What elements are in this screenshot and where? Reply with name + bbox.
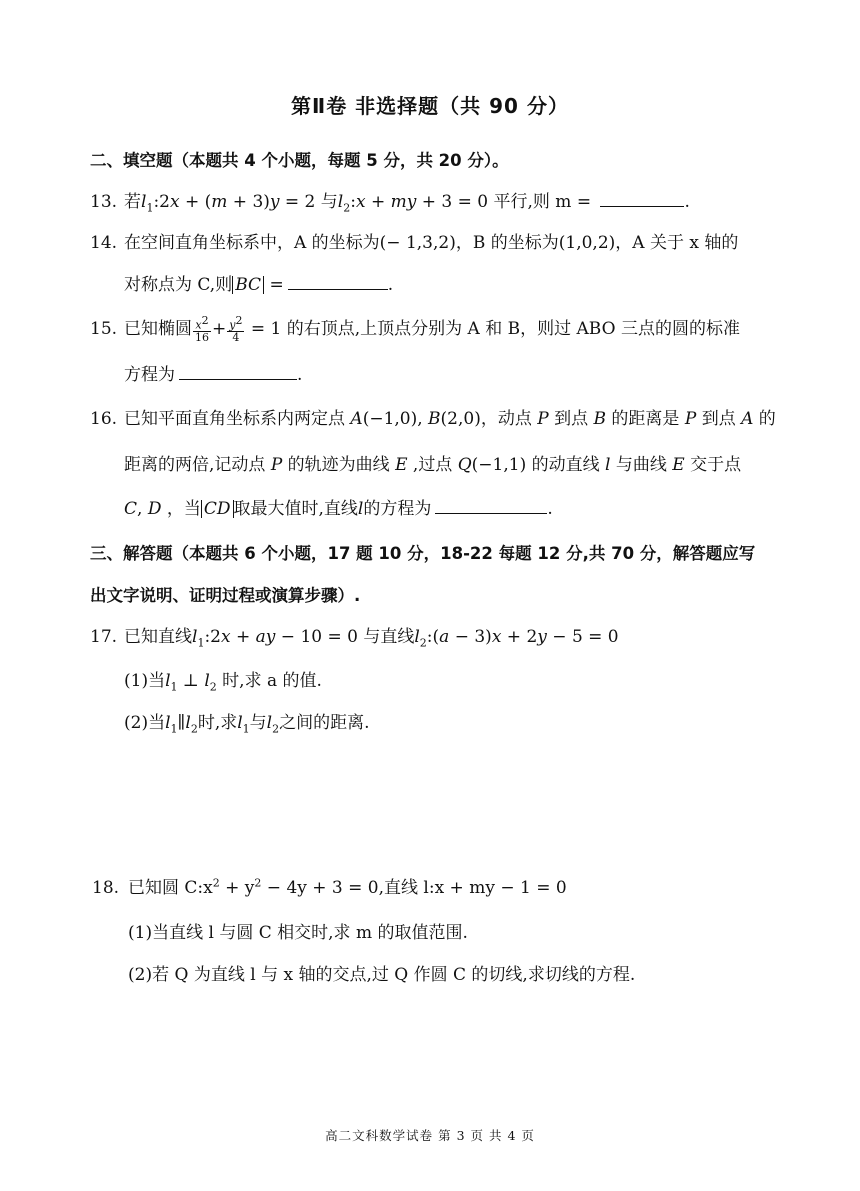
section-answer-heading-line2: 出文字说明、证明过程或演算步骤）. <box>90 586 361 605</box>
question-number: 13. <box>90 192 118 212</box>
page-footer: 高二文科数学试卷 第 3 页 共 4 页 <box>325 1128 535 1143</box>
question-14: 14. 在空间直角坐标系中，A 的坐标为(− 1,3,2)，B 的坐标为(1,0,2)，A 关于 x 轴的 <box>90 233 739 253</box>
question-16-line2: 距离的两倍,记动点 P 的轨迹为曲线 E ,过点 Q(−1,1) 的动直线 l 与曲线 E 交于点 <box>124 455 742 475</box>
question-15: 15. 已知椭圆 $\frac{x^2}{16}$ + $\frac{y^2}{4}$ = 1 的右顶点,上顶点分别为 A 和 B，则过 ABO 三点的圆的标准 <box>90 313 740 345</box>
question-18-part2: (2)若 Q 为直线 l 与 x 轴的交点,过 Q 作圆 C 的切线,求切线的方程. <box>128 965 636 985</box>
question-13: 13. 若$l_1:2x + (m + 3)y = 2$ 与$l_2:x$ + my + 3 = 0 平行,则 m = . <box>90 192 690 215</box>
question-18-part1: (1)当直线 l 与圆 C 相交时,求 m 的取值范围. <box>128 923 468 943</box>
question-number: 14. <box>90 233 118 253</box>
question-14-line2: 对称点为 C,则 BC = . <box>124 275 394 295</box>
question-17-part2: (2)当$l_1\parallel l_2$时,求$l_1$与$l_2$之间的距离. <box>124 713 370 736</box>
question-18: 18. 已知圆 $C:x^2 + y^2 - 4y + 3 = 0$,直线 l:x + my − 1 = 0 <box>92 876 567 898</box>
question-16: 16. 已知平面直角坐标系内两定点 A(−1,0), B(2,0)，动点 P 到点 B 的距离是 P 到点 A 的 <box>90 409 776 429</box>
question-number: 16. <box>90 409 118 429</box>
question-number: 15. <box>90 319 118 339</box>
page-title: 第Ⅱ卷 非选择题（共 90 分） <box>291 94 569 118</box>
section-fill-in-heading: 二、填空题（本题共 4 个小题，每题 5 分，共 20 分）。 <box>90 151 509 170</box>
question-17: 17. 已知直线$l_1:2x$ + ay − 10 = 0 与直线$l_2:(a - 3)x + 2y - 5 = 0$ <box>90 627 619 650</box>
answer-blank <box>435 512 547 514</box>
question-number: 18. <box>92 878 120 898</box>
answer-blank <box>288 288 388 290</box>
question-number: 17. <box>90 627 118 647</box>
question-16-line3: C, D ，当 CD 取最大值时,直线l的方程为 . <box>124 499 553 519</box>
answer-blank <box>179 378 297 380</box>
section-answer-heading: 三、解答题（本题共 6 个小题，17 题 10 分，18-22 每题 12 分,共 70 分，解答题应写 <box>90 544 756 563</box>
answer-blank <box>600 205 684 207</box>
question-15-line2: 方程为 . <box>124 365 303 385</box>
question-17-part1: (1)当$l_1$ ⊥ $l_2$ 时,求 a 的值. <box>124 671 322 694</box>
